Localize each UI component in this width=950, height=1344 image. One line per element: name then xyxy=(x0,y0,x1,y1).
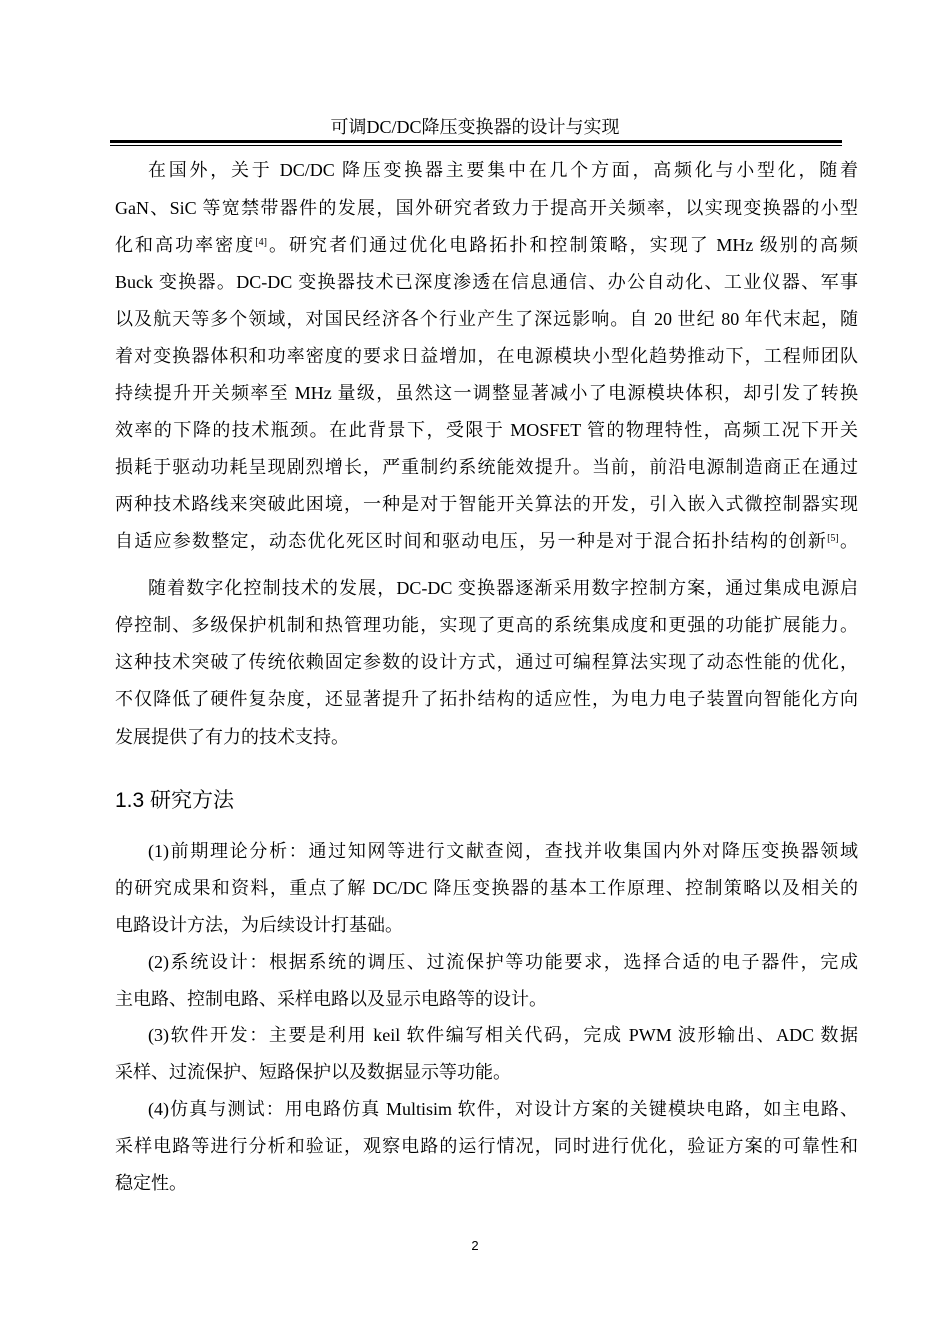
text: 。 xyxy=(838,531,859,551)
text: 自适应参数整定，动态优化死区时间和驱动电压，另一种是对于混合拓扑结构的创新 xyxy=(115,531,828,551)
header-rule-thin xyxy=(110,145,842,146)
body-line: 着对变换器体积和功率密度的要求日益增加，在电源模块小型化趋势推动下，工程师团队 xyxy=(115,346,858,366)
body-line: 这种技术突破了传统依赖固定参数的设计方式，通过可编程算法实现了动态性能的优化， xyxy=(115,652,858,672)
body-line: 采样、过流保护、短路保护以及数据显示等功能。 xyxy=(115,1062,511,1082)
citation: [5] xyxy=(827,533,839,544)
body-line: 的研究成果和资料，重点了解 DC/DC 降压变换器的基本工作原理、控制策略以及相关的 xyxy=(115,878,858,898)
body-line: 两种技术路线来突破此困境，一种是对于智能开关算法的开发，引入嵌入式微控制器实现 xyxy=(115,494,858,514)
section-heading: 1.3 研究方法 xyxy=(115,789,235,812)
body-line: 停控制、多级保护机制和热管理功能，实现了更高的系统集成度和更强的功能扩展能力。 xyxy=(115,615,858,635)
body-line: 在国外，关于 DC/DC 降压变换器主要集中在几个方面，高频化与小型化，随着 xyxy=(148,160,858,180)
citation: [4] xyxy=(255,237,267,248)
body-line: 电路设计方法，为后续设计打基础。 xyxy=(115,915,403,935)
page-number: 2 xyxy=(471,1238,479,1253)
body-line: Buck 变换器。DC-DC 变换器技术已深度渗透在信息通信、办公自动化、工业仪器、军事 xyxy=(115,272,858,292)
body-line: (1)前期理论分析：通过知网等进行文献查阅，查找并收集国内外对降压变换器领域 xyxy=(148,841,858,861)
body-line xyxy=(115,530,858,552)
header-rule-thick xyxy=(110,140,842,143)
body-line: 发展提供了有力的技术支持。 xyxy=(115,727,349,747)
body-line: (3)软件开发：主要是利用 keil 软件编写相关代码，完成 PWM 波形输出、ADC 数据 xyxy=(148,1025,858,1045)
text: 。研究者们通过优化电路拓扑和控制策略，实现了 MHz 级别的高频 xyxy=(266,235,858,255)
body-line: 效率的下降的技术瓶颈。在此背景下，受限于 MOSFET 管的物理特性，高频工况下开关 xyxy=(115,420,858,440)
body-line: 持续提升开关频率至 MHz 量级，虽然这一调整显著减小了电源模块体积，却引发了转换 xyxy=(115,383,858,403)
body-line: 主电路、控制电路、采样电路以及显示电路等的设计。 xyxy=(115,989,547,1009)
body-line: 随着数字化控制技术的发展，DC-DC 变换器逐渐采用数字控制方案，通过集成电源启 xyxy=(148,578,858,598)
running-header: 可调DC/DC降压变换器的设计与实现 xyxy=(330,117,620,137)
body-line: 稳定性。 xyxy=(115,1173,187,1193)
body-line: 损耗于驱动功耗呈现剧烈增长，严重制约系统能效提升。当前，前沿电源制造商正在通过 xyxy=(115,457,858,477)
body-line: 以及航天等多个领域，对国民经济各个行业产生了深远影响。自 20 世纪 80 年代末起，随 xyxy=(115,309,858,329)
body-line: 不仅降低了硬件复杂度，还显著提升了拓扑结构的适应性，为电力电子装置向智能化方向 xyxy=(115,689,858,709)
body-line: (2)系统设计：根据系统的调压、过流保护等功能要求，选择合适的电子器件，完成 xyxy=(148,952,858,972)
body-line: GaN、SiC 等宽禁带器件的发展，国外研究者致力于提高开关频率，以实现变换器的小型 xyxy=(115,198,858,218)
text: 化和高功率密度 xyxy=(115,235,256,255)
body-line: (4)仿真与测试：用电路仿真 Multisim 软件，对设计方案的关键模块电路，如主电路、 xyxy=(148,1099,858,1119)
body-line: 采样电路等进行分析和验证，观察电路的运行情况，同时进行优化，验证方案的可靠性和 xyxy=(115,1136,858,1156)
body-line xyxy=(115,234,858,256)
